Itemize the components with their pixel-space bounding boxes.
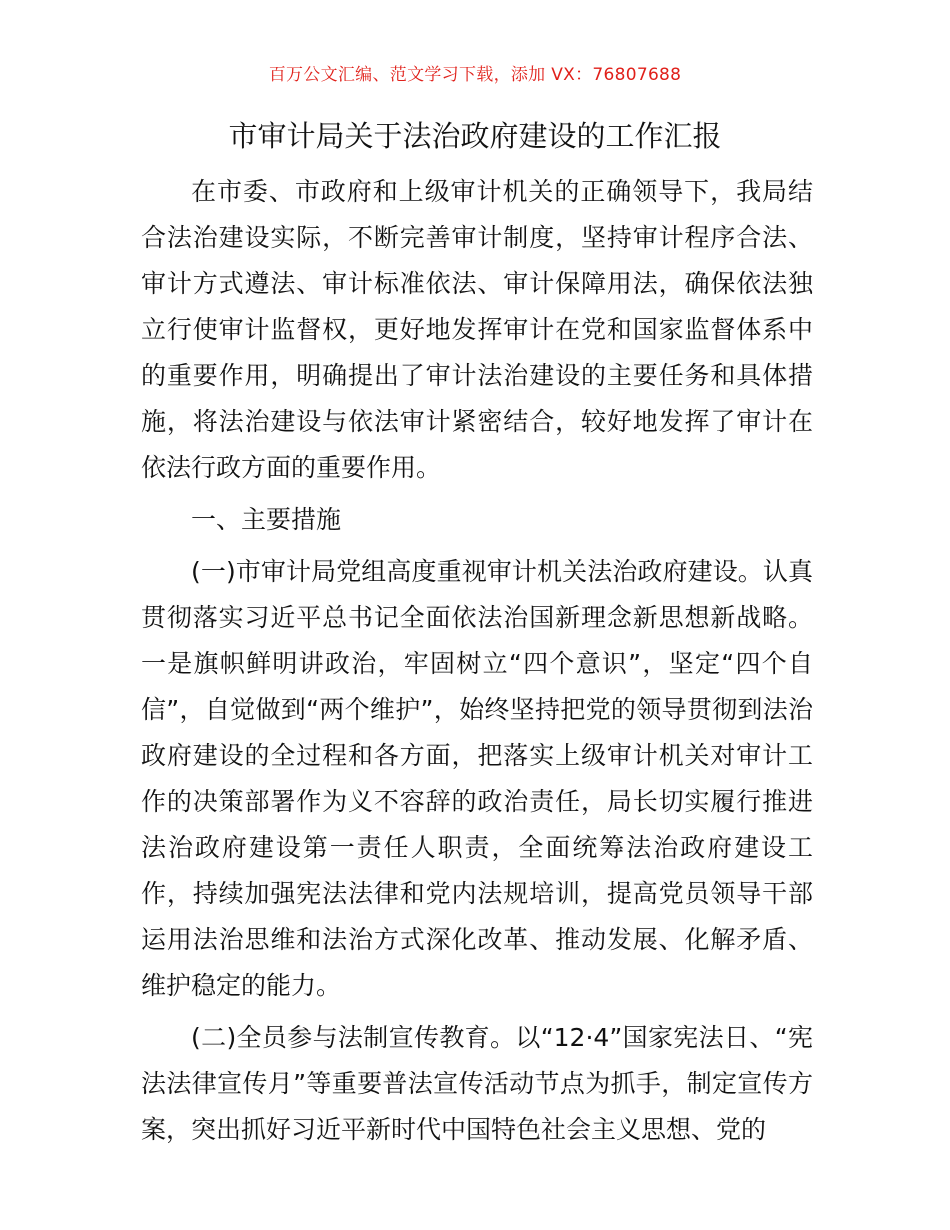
document-body bbox=[141, 169, 813, 1153]
paragraph-measure-1: (一)市审计局党组高度重视审计机关法治政府建设。认真贯彻落实习近平总书记全面依法治国新理念新思想新战略。一是旗帜鲜明讲政治，牢固树立“四个意识”，坚定“四个自信”，自觉做到“两个维护”，始终坚持把党的领导贯彻到法治政府建设的全过程和各方面，把落实上级审计机关对审计工作的决策部署作为义不容辞的政治责任，局长切实履行推进法治政府建设第一责任人职责，全面统筹法治政府建设工作，持续加强宪法法律和党内法规培训，提高党员领导干部运用法治思维和法治方式深化改革、推动发展、化解矛盾、维护稳定的能力。 bbox=[141, 557, 813, 1000]
paragraph-intro: 在市委、市政府和上级审计机关的正确领导下，我局结合法治建设实际，不断完善审计制度，坚持审计程序合法、审计方式遵法、审计标准依法、审计保障用法，确保依法独立行使审计监督权，更好地发挥审计在党和国家监督体系中的重要作用，明确提出了审计法治建设的主要任务和具体措施，将法治建设与依法审计紧密结合，较好地发挥了审计在依法行政方面的重要作用。 bbox=[141, 177, 813, 482]
document-title: 市审计局关于法治政府建设的工作汇报 bbox=[228, 119, 722, 153]
paragraph-measure-2: (二)全员参与法制宣传教育。以“12·4”国家宪法日、“宪法法律宣传月”等重要普法宣传活动节点为抓手，制定宣传方案，突出抓好习近平新时代中国特色社会主义思想、党的 bbox=[141, 1023, 813, 1144]
section-heading-main-measures: 一、主要措施 bbox=[191, 505, 342, 534]
watermark-header: 百万公文汇编、范文学习下载，添加 VX：76807688 bbox=[268, 65, 682, 85]
